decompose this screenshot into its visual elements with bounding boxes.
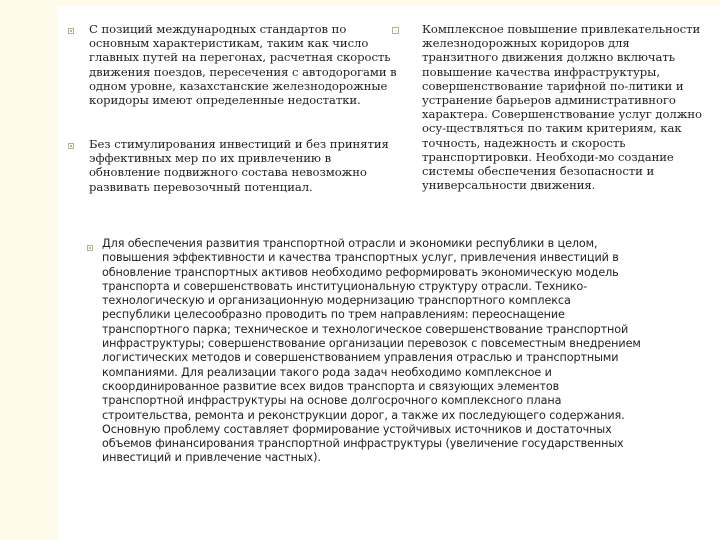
square-bullet-icon [68, 28, 74, 34]
inline-square-icon [392, 27, 399, 34]
square-bullet-icon [68, 143, 74, 149]
left-bullet-2-text: Без стимулирования инвестиций и без принятия эффективных мер по их привлечению в обновление подвижного состава невозможно развивать перевозочный потенциал. [89, 137, 389, 194]
left-decor-stripe [0, 0, 58, 540]
square-bullet-icon [87, 245, 93, 251]
right-column-text: Комплексное повышение привлекательности железнодорожных коридоров для транзитного движения должно включать повышение качества инфраструктуры, совершенствование тарифной по-литики и устранение барьеров административного характера. Совершенствование услуг должно осу-ществляться по таким критериям, как точность, надежность и скорость транспортировки. Необходи-мо создание системы обеспечения безопасности и универсальности движения. [422, 22, 702, 193]
top-decor-stripe [0, 0, 720, 6]
left-bullet-1-text: С позиций международных стандартов по основным характеристикам, таким как число главных путей на перегонах, расчетная скорость движения поездов, пересечения с автодорогами в одном уровне, казахстанские железнодорожные коридоры имеют определенные недостатки. [89, 22, 397, 108]
bottom-bullet-text: Для обеспечения развития транспортной отрасли и экономики республики в целом, повышения эффективности и качества транспортных услуг, привлечения инвестиций в обновление транспортных активов необходимо реформировать экономическую модель транспорта и совершенствовать институциональную структуру отрасли. Технико- технологическую и организационную модернизацию транспортного комплекса республики целесообразно проводить по трем направлениям: переоснащение транспортного парка; техническое и технологическое совершенствование транспортной инфраструктуры; совершенствование организации перевозок с повсеместным внедрением логистических методов и совершенствованием управления отраслью и транспортными компаниями. Для реализации такого рода задач необходимо комплексное и скоординированное развитие всех видов транспорта и связующих элементов транспортной инфраструктуры на основе долгосрочного комплексного плана строительства, ремонта и реконструкции дорог, а также их последующего содержания. Основную проблему составляет формирование устойчивых источников и достаточных объемов финансирования транспортной инфраструктуры (увеличение государственных инвестиций и привлечение частных). [102, 237, 641, 465]
